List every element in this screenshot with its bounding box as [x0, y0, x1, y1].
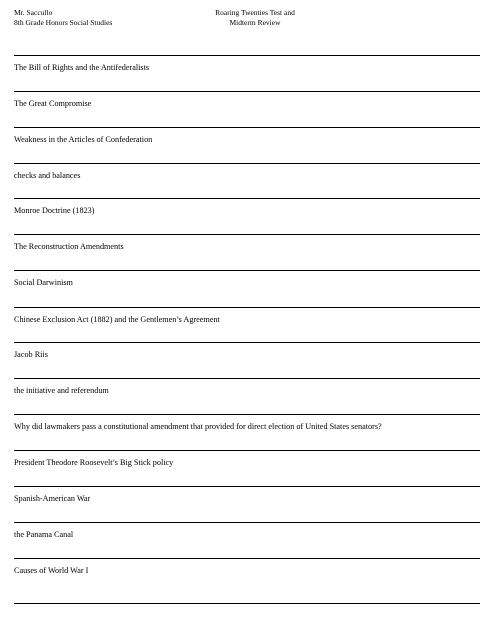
review-item-label: Spanish-American War — [14, 494, 91, 503]
review-item — [14, 163, 480, 181]
review-item — [14, 198, 480, 216]
review-item-label: Social Darwinism — [14, 278, 73, 287]
teacher-name: Mr. Saccullo — [14, 8, 53, 17]
review-item — [14, 234, 480, 252]
course-name: 8th Grade Honors Social Studies — [14, 18, 113, 27]
review-item-label: The Reconstruction Amendments — [14, 242, 124, 251]
header-left — [14, 8, 112, 28]
review-item-label: The Bill of Rights and the Antifederalists — [14, 63, 150, 72]
review-item-label: Chinese Exclusion Act (1882) and the Gentlemen’s Agreement — [14, 315, 220, 324]
review-item — [14, 342, 480, 360]
review-item-label: Why did lawmakers pass a constitutional amendment that provided for direct election of United States senators? — [14, 422, 382, 431]
review-item-label: Causes of World War I — [14, 566, 89, 575]
review-item — [14, 558, 480, 576]
review-item — [14, 450, 480, 468]
review-item — [14, 522, 480, 540]
review-item — [14, 270, 480, 288]
final-divider — [14, 603, 480, 604]
review-item — [14, 486, 480, 504]
review-item — [14, 307, 480, 325]
review-item — [14, 91, 480, 109]
review-item — [14, 414, 480, 432]
header-title — [205, 8, 305, 28]
review-item-label: The Great Compromise — [14, 99, 92, 108]
review-item — [14, 378, 480, 396]
review-item-label: Jacob Riis — [14, 350, 48, 359]
review-item-label: President Theodore Roosevelt’s Big Stick policy — [14, 458, 174, 467]
review-item-label: Weakness in the Articles of Confederation — [14, 135, 153, 144]
title-line-1: Roaring Twenties Test and — [215, 8, 295, 17]
title-line-2: Midterm Review — [229, 18, 281, 27]
review-item-label: checks and balances — [14, 171, 81, 180]
review-item-label: the initiative and referendum — [14, 386, 109, 395]
review-item — [14, 55, 480, 73]
review-item — [14, 127, 480, 145]
review-item-label: the Panama Canal — [14, 530, 74, 539]
review-item-label: Monroe Doctrine (1823) — [14, 206, 95, 215]
